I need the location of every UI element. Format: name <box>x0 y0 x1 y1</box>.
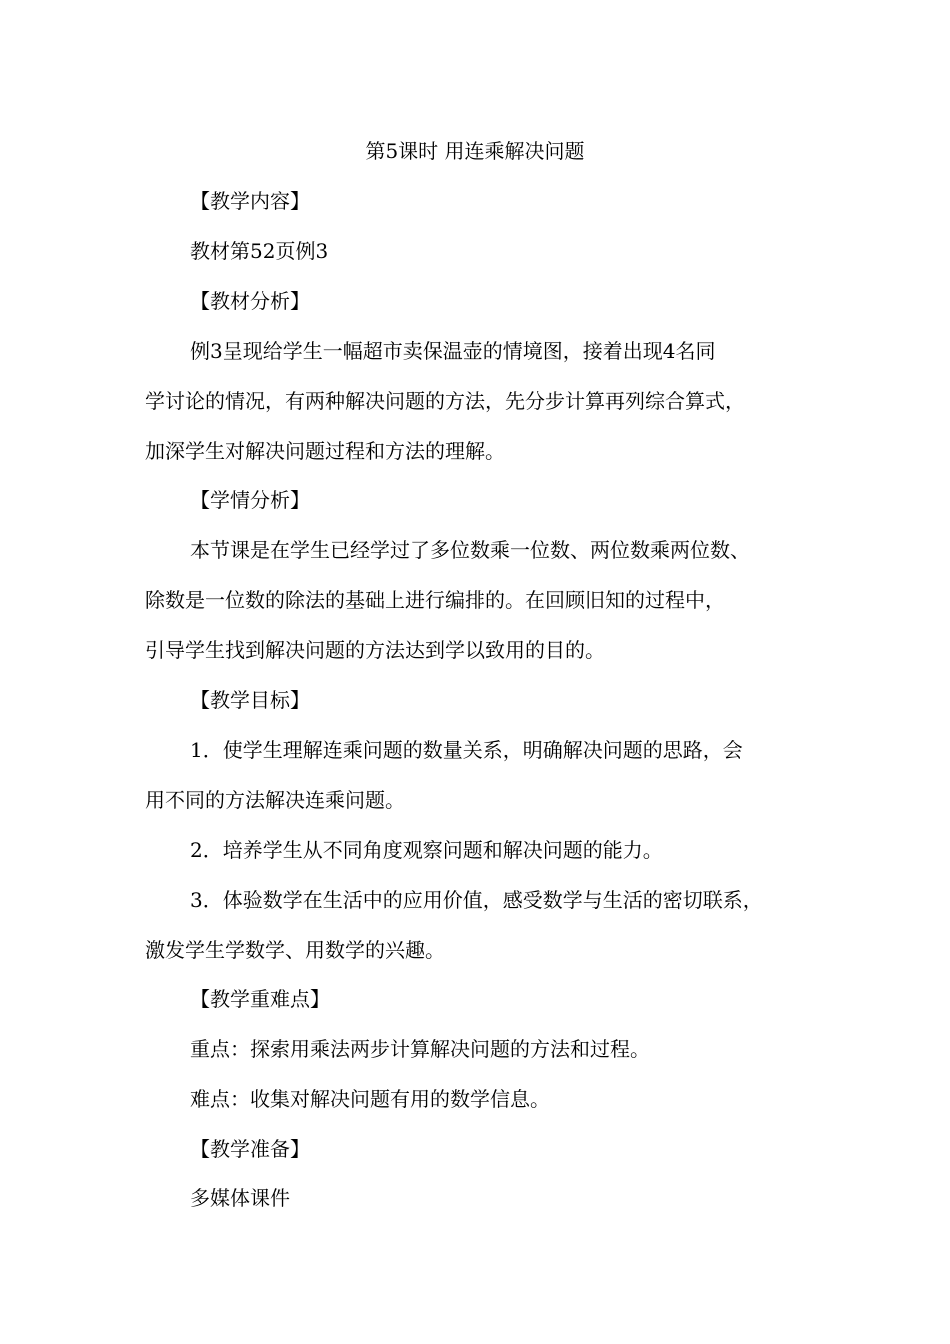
paragraph-line: 教材第52页例3 <box>190 239 329 263</box>
paragraph-line: 引导学生找到解决问题的方法达到学以致用的目的。 <box>145 638 605 662</box>
paragraph-line: 1．使学生理解连乘问题的数量关系，明确解决问题的思路，会 <box>190 738 743 762</box>
paragraph-line: 难点：收集对解决问题有用的数学信息。 <box>190 1087 550 1111</box>
section-heading-teaching-content: 【教学内容】 <box>190 189 310 213</box>
paragraph-line: 重点：探索用乘法两步计算解决问题的方法和过程。 <box>190 1037 650 1061</box>
section-heading-teaching-prep: 【教学准备】 <box>190 1137 310 1161</box>
paragraph-line: 3．体验数学在生活中的应用价值，感受数学与生活的密切联系， <box>190 888 763 912</box>
paragraph-line: 激发学生学数学、用数学的兴趣。 <box>145 938 445 962</box>
section-heading-key-points: 【教学重难点】 <box>190 987 330 1011</box>
section-heading-teaching-goals: 【教学目标】 <box>190 688 310 712</box>
paragraph-line: 2．培养学生从不同角度观察问题和解决问题的能力。 <box>190 838 663 862</box>
section-heading-learner-analysis: 【学情分析】 <box>190 488 310 512</box>
paragraph-line: 学讨论的情况，有两种解决问题的方法，先分步计算再列综合算式， <box>145 389 745 413</box>
paragraph-line: 除数是一位数的除法的基础上进行编排的。在回顾旧知的过程中， <box>145 588 725 612</box>
page-title: 第5课时 用连乘解决问题 <box>365 139 585 163</box>
section-heading-textbook-analysis: 【教材分析】 <box>190 289 310 313</box>
paragraph-line: 例3呈现给学生一幅超市卖保温壶的情境图，接着出现4名同 <box>190 339 716 363</box>
paragraph-line: 用不同的方法解决连乘问题。 <box>145 788 405 812</box>
paragraph-line: 本节课是在学生已经学过了多位数乘一位数、两位数乘两位数、 <box>190 538 750 562</box>
paragraph-line: 加深学生对解决问题过程和方法的理解。 <box>145 439 505 463</box>
paragraph-line: 多媒体课件 <box>190 1186 290 1210</box>
